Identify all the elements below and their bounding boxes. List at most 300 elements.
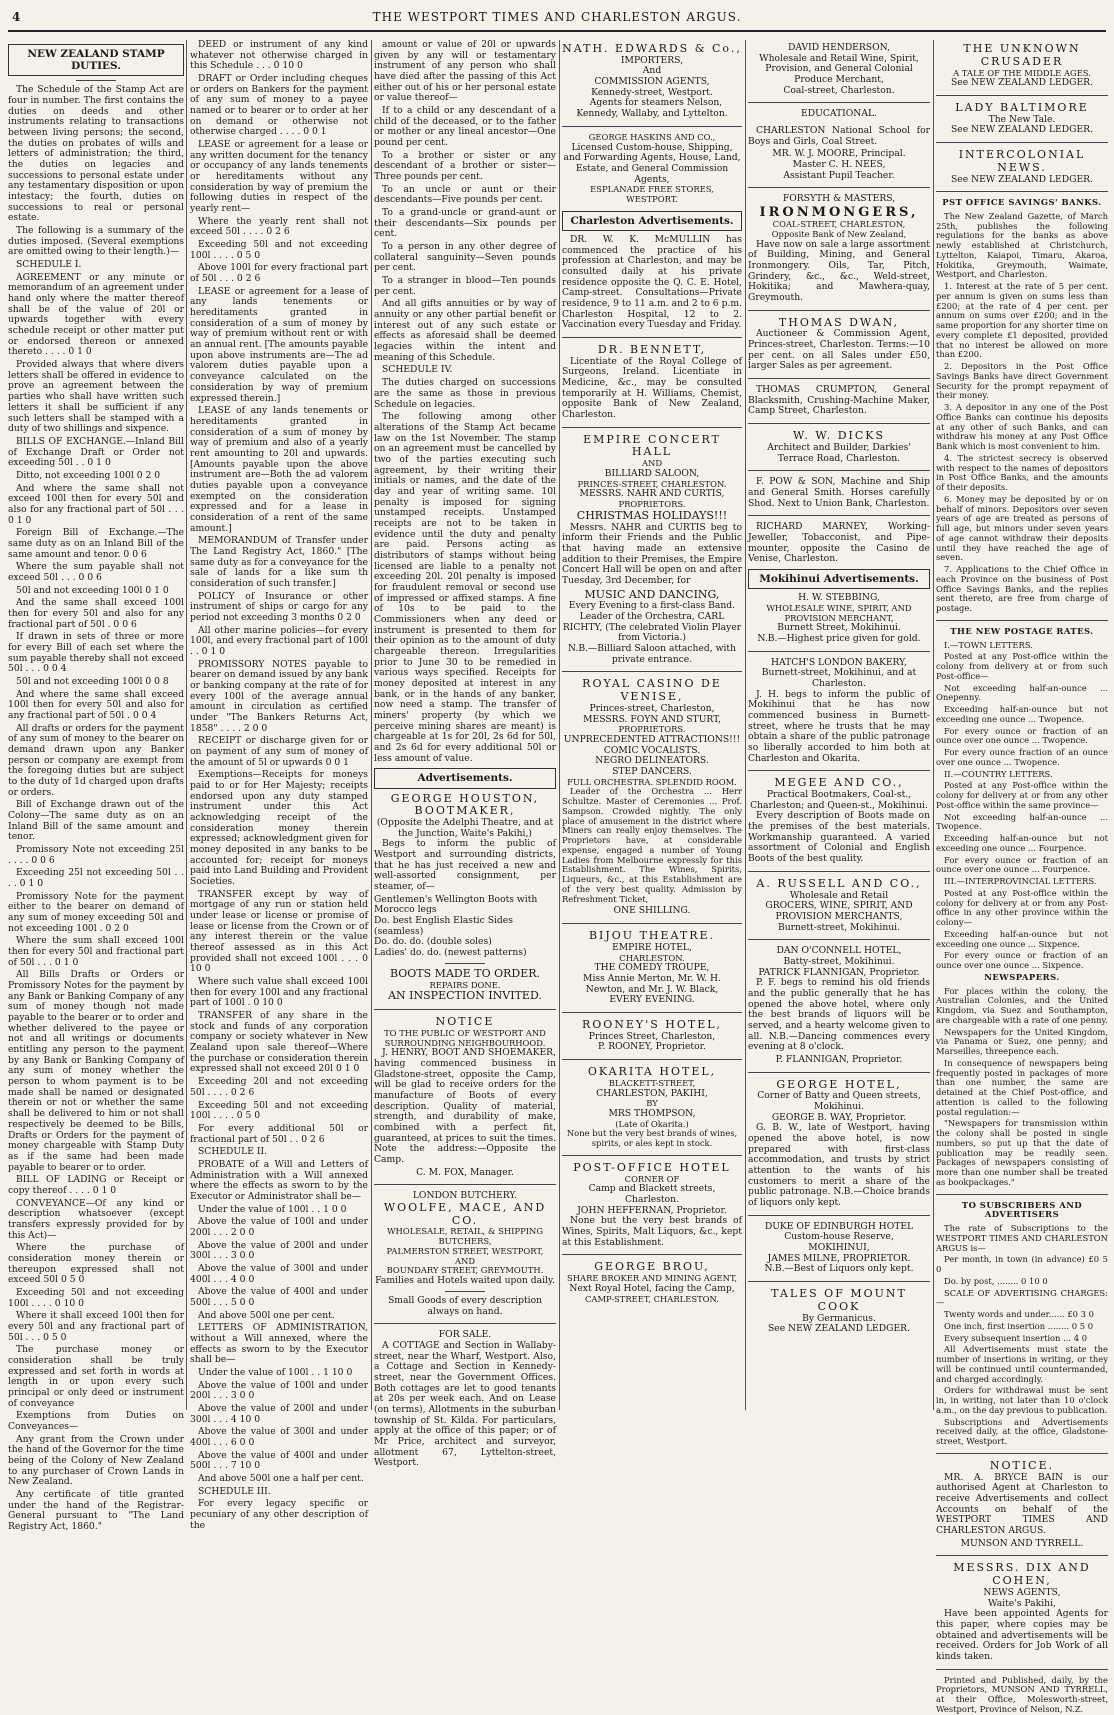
paragraph: 50l and not exceeding 100l 0 0 8 [16,675,169,687]
ad-oconnell-body: P. F. begs to remind his old friends and the public generally that he has opened the above hotel, where only the best brands of liquors will be served, and a hearty welcome given to all. N.B.—Dancing commences every evening at 8 o'clock. [748,977,930,1053]
ad-dix [936,1562,1108,1662]
ad-edinburgh-nb: N.B.—Best of Liquors only kept. [764,1263,914,1275]
ad-brou-name: GEORGE BROU, [594,1260,710,1274]
ad-edwards-l1: IMPORTERS, [620,54,684,66]
ad-hatch-addr: Burnett-street, Mokihinui, and at Charleston. [761,667,917,689]
ad-post-office-hotel [562,1162,742,1249]
ad-okarita-mrs: MRS THOMPSON, [608,1107,696,1119]
paragraph: Exceeding half-an-ounce but not exceeding one ounce ... Sixpence. [936,928,1108,949]
ad-tales-by: By Germanicus. [802,1312,876,1324]
ad-brou-next: Next Royal Hotel, facing the Camp, [569,1282,735,1294]
ad-houston-list: Gentlemen's Wellington Boots with Morocco legs Do. best English Elastic Sides (seamless) Do. do. do. (double soles) Ladies' do. do. (newest patterns) [374,893,538,959]
ad-notice-sign: C. M. FOX, Manager. [416,1166,514,1178]
ad-crumpton: THOMAS CRUMPTON, General Blacksmith, Crushing-Machine Maker, Camp Street, Charleston. [748,384,930,417]
ad-megee-body2: Every description of Boots made on the premises of the best materials. Workmanship guaranteed. A varied assortment of Colonial and English Boots of the best quality. [748,810,930,865]
paragraph: And above 500l one per cent. [198,1309,335,1321]
ad-empire-body: Messrs. NAHR and CURTIS beg to inform their Friends and the Public that having made an extensive addition to their Premises, the Empire Concert Hall will be open on and after Tuesday, 3rd December, for [562,521,742,586]
ad-russell-l2: GROCERS, WINE, SPIRIT, AND PROVISION MERCHANTS, [765,900,913,922]
ad-brou [562,1261,742,1304]
paragraph: Foreign Bill of Exchange.—The same duty as on an Inland Bill of the same amount and tenor. 0 0 6 [8,527,184,560]
ad-post-office-corner: CORNER OF [624,1173,680,1184]
subscribers-body [936,1224,1108,1447]
ad-okarita-late: (Late of Okarita.) [615,1118,689,1129]
paragraph: The rate of Subscriptions to the WESTPORT TIMES AND CHARLESTON ARGUS is— [936,1223,1108,1253]
paragraph: And where the same shall not exceed 100l then for every 50l and also for any fractional part of 50l . . . 0 1 0 [8,482,184,526]
ad-notice-body: J. HENRY, BOOT AND SHOEMAKER, having commenced business in Gladstone-street, opposite the Camp, will be glad to receive orders for the manufacture of Boots of every description. Quality of material, strength, and durability of make, combined with a perfect fit, guaranteed, at prices to suit the times. Note the address:—Opposite the Camp. [374,1047,556,1165]
paragraph: For every additional 50l or fractional part of 50l . . 0 2 6 [190,1122,368,1145]
newspapers-heading: NEWSPAPERS. [984,971,1060,982]
ad-mcmullin: DR. W. K. McMULLIN has commenced the practice of his profession at Charleston, and may be consulted daily at his private residence opposite the Q. C. E. Hotel, Camp-street. Consultations—Private residence, 9 to 11 a.m. and 2 to 6 p.m. Charleston Hospital, 12 to 2. Vaccination every Tuesday and Friday. [562,233,742,331]
paragraph: All Advertisements must state the number of insertions in writing, or they will be continued until countermanded, and charged accordingly. [936,1344,1108,1384]
ad-hatch-name: HATCH'S LONDON BAKERY, [771,656,907,668]
ad-empire-music: MUSIC AND DANCING, [584,587,720,601]
paragraph: Promissory Note for the payment either to the bearer on demand of any sum of money exceeding 50l and not exceeding 100l . 0 2 0 [8,890,184,934]
paragraph: Every subsequent insertion ... 4 0 [944,1332,1088,1343]
paragraph: SCHEDULE IV. [382,364,453,376]
paragraph: Under the value of 100l . . 1 10 0 [198,1366,353,1378]
paragraph: TRANSFER of any share in the stock and funds of any corporation company or society whatever in New Zealand upon sale thereof—Where the purchase or consideration therein expressed shall not exceed 20l 0 1 0 [190,1010,368,1075]
paragraph: And above 500l one a half per cent. [198,1473,364,1484]
ad-haskins-body: Licensed Custom-house, Shipping, and Forwarding Agents, House, Land, Estate, and General Commission Agents, [563,141,741,185]
ad-school-pupil: Assistant Pupil Teacher. [783,169,895,181]
ad-george-body: G. B. W., late of Westport, having opened the above hotel, is now prepared with first-class accommodation, and trusts by strict attention to the wants of his customers to merit a share of the public patronage. N.B.—Choice brands of liquors only kept. [748,1122,930,1209]
ad-post-office-name: POST-OFFICE HOTEL [573,1160,731,1174]
ad-hatch [748,658,930,765]
paragraph: To a grand-uncle or grand-aunt or their descendants—Six pounds per cent. [374,207,556,240]
ad-school-assist: Master C. H. NEES, [792,159,886,171]
ad-post-office-body: None but the very best brands of Wines, Spirits, Malt Liquors, &c., kept at this Establishment. [562,1215,742,1248]
ad-bijou-town: CHARLESTON. [619,952,685,963]
ad-brou-line: SHARE BROKER AND MINING AGENT, [567,1273,737,1284]
postage-heading: THE NEW POSTAGE RATES. [950,625,1094,636]
paragraph: DRAFT or Order including cheques or orders on Bankers for the payment of any sum of money to a payee named or to bearer or to order at her on demand or otherwise not otherwise charged . . . . 0 0 1 [190,73,368,138]
paragraph: To a stranger in blood—Ten pounds per cent. [374,275,556,297]
ad-notice-bain-title: NOTICE. [989,1458,1055,1472]
column-stamp-duties [8,40,184,1533]
paragraph: LETTERS OF ADMINISTRATION, without a Will annexed, where the effects as sworn to by the Executor shall be— [190,1322,368,1366]
ad-george-hotel [748,1079,930,1209]
ad-butchery-addr1: PALMERSTON STREET, WESTPORT, [386,1245,544,1256]
ad-rooney-prop: P. ROONEY, Proprietor. [598,1041,706,1053]
ad-oconnell-name: DAN O'CONNELL HOTEL, [776,945,902,957]
paragraph: 50l and not exceeding 100l 0 1 0 [16,584,169,596]
paragraph: The New Zealand Gazette, of March 25th, publishes the following regulations for the banks as above newly established at Christchurch, Lyttelton, Kaiapoi, Timaru, Akaroa, Hokitika, Greymouth, Waimate, Westport, and Charleston. [936,210,1108,280]
paragraph: I.—TOWN LETTERS. [944,639,1033,650]
paragraph: Any grant from the Crown under the hand of the Governor for the time being of the Colony of New Zealand to any purchaser of Crown Lands in New Zealand. [8,1433,184,1488]
ad-dix-l2: Waite's Pakihi, [988,1597,1056,1609]
paragraph: Exceeding half-an-ounce but not exceeding one ounce ... Twopence. [936,704,1108,724]
stamp-duties-heading: NEW ZEALAND STAMP DUTIES. [8,44,184,76]
paragraph: One inch, first insertion ........ 0 5 0 [944,1320,1094,1331]
paragraph: Above the value of 300l and under 400l . . . 6 0 0 [190,1426,368,1448]
educational-heading: EDUCATIONAL. [801,108,877,120]
ad-casino-price: ONE SHILLING. [613,905,691,917]
ad-haskins-stores: ESPLANADE FREE STORES, [590,184,714,195]
ad-empire-addr: PRINCES-STREET, CHARLESTON. [577,478,727,489]
ad-dwan-name: THOMAS DWAN, [778,315,900,329]
ad-russell [748,878,930,933]
ad-forsyth-iron: IRONMONGERS, [759,205,919,221]
ad-butchery-addr2: BOUNDARY STREET, GREYMOUTH. [386,1265,544,1276]
mokihinui-heading: Mokihinui Advertisements. [748,569,930,589]
ad-empire [562,434,742,666]
paragraph: And the same shall exceed 100l then for every 50l and also for any fractional part of 50l . 0 0 6 [8,597,184,630]
ad-forsyth-opp: Opposite Bank of New Zealand, [771,228,907,239]
ad-pow: F. POW & SON, Machine and Ship and General Smith. Horses carefully Shod. Next to Union Bank, Charleston. [748,476,930,509]
newspapers-body [936,987,1108,1188]
ad-houston-repairs: REPAIRS DONE. [429,979,501,990]
ad-edwards-name: NATH. EDWARDS & Co., [562,42,742,55]
ad-okarita-town: CHARLESTON, PAKIHI, [596,1087,708,1099]
ad-oconnell-addr: Batty-street, Mokihinui. [783,955,895,967]
paragraph: SCHEDULE II. [198,1146,268,1158]
ad-dix-name: MESSRS. DIX AND COHEN, [953,1561,1091,1588]
ad-empire-every: Every Evening to a first-class Band. [568,600,736,612]
ad-brou-addr: CAMP-STREET, CHARLESTON. [585,1293,719,1304]
paragraph: To a brother or sister or any descendant of a brother or sister—Three pounds per cent. [374,149,556,183]
ad-marney: RICHARD MARNEY, Working-Jeweller, Tobacconist, and Pipe-mounter, opposite the Casino de Venise, Charleston. [748,521,930,565]
paragraph: Exceeding 20l and not exceeding 50l . . . . 0 2 6 [190,1076,368,1098]
ad-forsyth [748,194,930,303]
ad-notice-to: TO THE PUBLIC OF WESTPORT AND SURROUNDING NEIGHBOURHOOD. [384,1027,546,1048]
ad-empire-xmas: CHRISTMAS HOLIDAYS!!! [576,508,728,522]
ad-bijou [562,930,742,1006]
paragraph: Under the value of 100l . . 1 0 0 [198,1203,347,1215]
ad-dicks-name: W. W. DICKS [792,429,886,443]
ad-dicks [748,430,930,464]
ad-bijou-company: THE COMEDY TROUPE, [594,962,710,974]
paragraph: Above the value of 400l and under 500l . . . 5 0 0 [190,1286,368,1308]
ad-edinburgh [748,1222,930,1275]
ad-dix-body: Have been appointed Agents for this paper, where copies may be obtained and advertisements will be received. Orders for Job Work of all kinds taken. [936,1608,1108,1662]
ad-george-name: GEORGE HOTEL, [776,1077,902,1091]
paragraph: And where the same shall exceed 100l then for every 50l and also for any fractional part of 50l . 0 0 4 [8,688,184,721]
paragraph: TRANSFER except by way of mortgage of any run or station held under lease or license or promise of lease or license from the Crown or of any interest therein or the value thereof assessed as in this Act provided shall not exceed 100l . . . 0 10 0 [190,888,368,975]
paragraph: Above the value of 300l and under 400l . . . 4 0 0 [190,1262,368,1285]
page-number: 4 [12,10,21,24]
ad-baltimore-sub: The New Tale. [988,113,1056,125]
paragraph: Not exceeding half-an-ounce ... Twopence. [936,811,1108,832]
savings-banks-body [936,212,1108,614]
ad-empire-sub: BILLIARD SALOON, [604,467,700,479]
ad-empire-and: AND [641,458,663,469]
paragraph: For every legacy specific or pecuniary of any other description of the [190,1498,368,1531]
ad-bijou-name: BIJOU THEATRE. [588,929,716,943]
ad-henderson-body: Wholesale and Retail Wine, Spirit, Provision, and General Colonial Produce Merchant, [759,52,919,86]
paragraph: LEASE or agreement for a lease of any lands tenements or hereditaments granted in consideration of a sum of money by way of premium without rent or with an annual rent. [The amounts payable upon above instruments are—The ad valorem duties payable upon a conveyance calculated on the consideration by way of premium expressed therein.] [190,285,368,404]
paragraph: 1. Interest at the rate of 5 per cent. per annum is given on sums less than £200; at the rate of 4 per cent. per annum on sums over £200; and in the same proportion for any shorter time on every complete £1 deposited, provided that no interest be allowed on more than £200. [936,281,1108,360]
ad-houston-body: Begs to inform the public of Westport and surrounding districts, that he has just received a new and well-assorted consignment, per steamer, of— [374,838,556,893]
paragraph: Posted at any Post-office within the colony for delivery at or from any other Post-office within the same province— [936,780,1108,810]
ad-dix-l1: NEWS AGENTS, [983,1586,1061,1598]
paragraph: Twenty words and under...... £0 3 0 [944,1309,1094,1320]
ad-forsyth-name: FORSYTH & MASTERS, [782,193,896,205]
paragraph: Above the value of 100l and under 200l . . . 2 0 0 [190,1216,368,1238]
paragraph: Exceeding 50l and not exceeding 100l . . . . 0 5 0 [190,1099,368,1122]
paragraph: AGREEMENT or any minute or memorandum of an agreement under hand only where the matter thereof shall be of the value of 20l or upwards together with every schedule receipt or other matter put or endorsed thereon or annexed thereto . . . . 0 1 0 [8,271,184,358]
ad-okarita-body: None but the very best brands of wines, spirits, or ales kept in stock. [566,1128,738,1149]
ad-empire-nb: N.B.—Billiard Saloon attached, with private entrance. [568,643,736,665]
ad-haskins-name: GEORGE HASKINS AND CO., [588,131,716,142]
ad-tales [748,1288,930,1335]
ad-george-addr: Corner of Batty and Queen streets, Mokihinui. [757,1090,921,1113]
ad-russell-name: A. RUSSELL AND CO., [756,876,922,890]
ad-bennett-name: DR. BENNETT, [597,342,707,356]
ad-school [748,126,930,181]
ad-notice-henry [374,1016,556,1178]
paragraph: Where the sum payable shall not exceed 50l . . . 0 0 6 [8,561,184,583]
ad-butchery-line: WHOLESALE, RETAIL, & SHIPPING BUTCHERS, [386,1226,544,1247]
ad-russell-addr: Burnett-street, Mokihinui. [777,921,901,933]
paragraph: III.—INTERPROVINCIAL LETTERS. [944,876,1097,887]
paragraph: LEASE or agreement for a lease or any written document for the tenancy or occupancy of any lands tenements or hereditaments without any consideration by way of premium the following duties in respect of the yearly rent— [190,139,368,215]
ad-crusader-name: THE UNKNOWN CRUSADER [963,42,1081,68]
ad-empire-name: EMPIRE CONCERT HALL [583,432,721,459]
ad-george-prop: GEORGE B. WAY, Proprietor. [771,1111,907,1123]
paragraph: Exemptions from Duties on Conveyances— [8,1410,184,1432]
paragraph: PROBATE of a Will and Letters of Administration with a Will annexed where the effects as sworn to by the Executor or Administrator shall be— [190,1158,368,1202]
ad-butchery-name: WOOLFE, MACE, AND CO. [383,1200,547,1227]
ad-houston-made: BOOTS MADE TO ORDER. [389,966,541,980]
ad-baltimore-name: LADY BALTIMORE [955,100,1089,114]
subscribers-heading: TO SUBSCRIBERS AND ADVERTISERS [961,1199,1083,1220]
ad-megee-body: Practical Bootmakers, Coal-st., Charleston; and Queen-st., Mokihinui. [750,789,928,811]
paragraph: Not exceeding half-an-ounce ... Onepenny. [936,682,1108,703]
ad-okarita-name: OKARITA HOTEL, [587,1065,717,1079]
ad-tales-see: See NEW ZEALAND LEDGER. [767,1323,911,1335]
paragraph: Subscriptions and Advertisements received daily, at the office, Gladstone-street, Westport. [936,1416,1108,1447]
paragraph: Ditto, not exceeding 100l 0 2 0 [16,469,161,481]
ad-baltimore [936,102,1108,136]
paragraph: Exceeding half-an-ounce but not exceeding one ounce ... Fourpence. [936,833,1108,853]
paragraph: 7. Applications to the Chief Office in each Province on the business of Post Office Savings Banks, and the replies sent thereto, are free from charge of postage. [936,564,1108,614]
paragraph: amount or value of 20l or upwards given by any will or testamentary instrument of any person who shall have died after the passing of this Act either out of his or her personal estate or value thereof— [374,39,556,104]
paragraph: LEASE of any lands tenements or hereditaments granted in consideration of a sum of money by way of premium and also of a yearly rent amounting to 20l and upwards. [Amounts payable upon the above instrument are—Both the ad valorem duties payable upon a conveyance exempted on the consideration expressed and for a lease in consideration of a rent of the same amount.] [190,405,368,534]
ad-casino-name: ROYAL CASINO DE VENISE, [582,677,722,704]
column-charleston-ads [562,40,742,1408]
ad-hatch-body: J. H. begs to inform the public of Mokihinui that he has now commenced business in Burnett-street, where he trusts that he may obtain a share of the public patronage so liberally accorded to him both at Charleston and Okarita. [748,688,930,764]
paragraph: For every ounce or fraction of an ounce over one ounce ... Fourpence. [936,854,1108,875]
ad-rooney-addr: Princes Street, Charleston, [588,1030,716,1042]
paragraph: Any certificate of title granted under the hand of the Registrar-General pursuant to "The Land Registry Act, 1860." [8,1489,184,1533]
ad-oconnell-prop: PATRICK FLANNIGAN, Proprietor. [758,966,920,978]
paragraph: PROMISSORY NOTES payable to bearer on demand issued by any bank or banking company at the rate of for every 100l of the average annual amount in circulation as certified under "The Bankers Returns Act, 1858" . . . . 2 0 0 [190,658,368,734]
paragraph: All Bills Drafts or Orders or Promissory Notes for the payment by any Bank or Banking Company of any sum of money though not made payable to the bearer or to order and whether delivered to the payee or not and all writings or documents entitling any person to the payment by any Bank or Banking Company of any sum of money whether the person to whom payment is to be made shall be named or designated therein or not or whether the same shall be delivered to him or not shall respectively be deemed to be Bills, Drafts or Orders for the payment of money chargeable with Stamp Duty as if the same had been made payable to bearer or to order. [8,969,184,1173]
ad-oconnell [748,946,930,1065]
masthead [8,8,1106,32]
ad-stebbing-addr: Burnett Street, Mokihinui. [777,622,901,634]
paragraph: Exceeding 50l and not exceeding 100l . . . . 0 10 0 [8,1286,184,1309]
ad-butchery-small: Small Goods of every description always on hand. [387,1294,543,1317]
ad-bennett [562,344,742,421]
paragraph: CONVEYANCE—Of any kind or description whatsoever (except transfers expressly provided for by this Act)— [8,1197,184,1241]
paragraph: The following among other alterations of the Stamp Act became law on the 1st November. The stamp on an agreement must be cancelled by two of the parties executing such agreement, by their writing their initials or names, and the date of the day and year of writing same. 10l penalty is imposed for signing unstamped receipts. Unstamped receipts are not to be taken in evidence until the duty and penalty are paid. Persons acting as distributors of stamps without being licensed are liable to a penalty not exceeding 20l. 20l penalty is imposed for fraudulent removal or second use of impressed or affixed stamps. A fine of 10s to be paid to the Commissioners when any deed or instrument is presented to them for their opinion as to the amount of duty chargeable thereon. Irregularities prior to June 30 to be remedied in various ways specified. Receipts for money deposited at interest in any bank, or in the hands of any banker, now need a stamp. The transfer of miners' property (by which we perceive mining shares are meant) is chargeable at 1s for 20l, 2s 6d for 50l, and 2s 6d for every additional 50l or less amount of value. [374,411,556,764]
paragraph: SCALE OF ADVERTISING CHARGES:— [936,1287,1108,1308]
paragraph: SCHEDULE III. [198,1485,271,1497]
ad-crusader-sub: A TALE OF THE MIDDLE AGES. [953,67,1091,78]
legacies-body [374,40,556,764]
paragraph: Do. by post, ........ 0 10 0 [944,1275,1048,1286]
paragraph: To a person in any other degree of collateral sanguinity—Seven pounds per cent. [374,241,556,274]
ad-notice-title: NOTICE [435,1015,495,1028]
paragraph: Where it shall exceed 100l then for every 50l and any fractional part of 50l . . . 0 5 0 [8,1310,184,1343]
paragraph: DEED or instrument of any kind whatever not otherwise charged in this Schedule . . . 0 10 0 [190,39,368,72]
ad-megee [748,777,930,864]
paragraph: II.—COUNTRY LETTERS. [944,768,1053,779]
ad-notice-bain [936,1460,1108,1549]
savings-banks-heading: PST OFFICE SAVINGS' BANKS. [942,197,1102,208]
ad-post-office-addr: Camp and Blackett streets, Charleston. [588,1183,716,1206]
charleston-heading: Charleston Advertisements. [562,211,742,231]
ad-houston [374,793,556,1003]
ad-casino-l1: UNPRECEDENTED ATTRACTIONS!!! [563,733,741,745]
column-notices [936,40,1108,1714]
ad-casino [562,678,742,917]
paragraph: For every ounce fraction of an ounce over one ounce ... Twopence. [936,747,1108,767]
paragraph: Exemptions—Receipts for moneys paid to or for Her Majesty; receipts endorsed upon any duty stamped instrument under this Act acknowledging receipt of the consideration money therein expressed; acknowledgment given for money deposited in any banks to be accounted for; receipt for moneys paid into Land Building and Provident Societies. [190,769,368,888]
ad-empire-props: MESSRS. NAHR AND CURTIS, [579,488,725,500]
paragraph: Where the yearly rent shall not exceed 50l . . . . 0 2 6 [190,215,368,238]
ad-casino-l2: COMIC VOCALISTS. [603,744,701,756]
ad-forsyth-addr: COAL-STREET, CHARLESTON, [772,219,906,230]
stamp-duties-continued [190,40,368,1531]
ad-casino-l3: NEGRO DELINEATORS. [595,755,709,767]
paragraph: RECEIPT or discharge given for or on payment of any sum of money of the amount of 5l or upwards 0 0 1 [190,735,368,768]
ad-stebbing [748,593,930,645]
ad-okarita-by: BY [646,1098,658,1109]
ad-empire-leader: Leader of the Orchestra, CARL RICHTY, (The celebrated Violin Player from Victoria.) [562,611,742,644]
ad-casino-l4: STEP DANCERS. [612,765,692,777]
ad-houston-address: (Opposite the Adelphi Theatre, and at the Junction, Waite's Pakihi,) [376,817,554,839]
newspaper-title: THE WESTPORT TIMES AND CHARLESTON ARGUS. [372,10,742,24]
paragraph: Above the value of 200l and under 300l . . . 4 10 0 [190,1402,368,1425]
ad-dwan [748,317,930,372]
ad-edinburgh-addr: Custom-house Reserve, [784,1231,894,1243]
ad-oconnell-sign: P. FLANNIGAN, Proprietor. [775,1053,903,1065]
ad-rooney-name: ROONEY'S HOTEL, [581,1017,723,1031]
paragraph: Exceeding 25l not exceeding 50l . . . . 0 1 0 [8,867,184,890]
paragraph: All other marine policies—for every 100l, and every fractional part of 100l . . 0 1 0 [190,624,368,657]
ad-stebbing-line: WHOLESALE WINE, SPIRIT, AND PROVISION MERCHANT, [766,602,912,623]
ad-intercolonial [936,149,1108,185]
ad-okarita [562,1066,742,1149]
paragraph: The duties charged on successions are the same as those in previous Schedule on legacies. [374,377,556,410]
column-stamp-duties-cont [190,39,368,1531]
ad-school-master: MR. W. J. MOORE, Principal. [772,148,906,160]
paragraph: Posted at any Post-office within the colony from delivery at or from such Post-office— [936,651,1108,681]
paragraph: For places within the colony, the Australian Colonies, and the United Kingdom, via Suez and Southampton, are chargeable with a rate of one penny. [936,985,1108,1025]
ad-henderson [748,43,930,96]
paragraph: SCHEDULE I. [16,259,82,271]
ad-stebbing-nb: N.B.—Highest price given for gold. [757,632,921,644]
ad-casino-addr: Princes-street, Charleston, [589,702,715,714]
ad-dicks-body: Architect and Builder, Darkies' Terrace Road, Charleston. [767,441,911,464]
ad-butchery-and: AND [454,1255,476,1266]
ad-okarita-addr: BLACKETT-STREET, [608,1077,696,1088]
paragraph: Promissory Note not exceeding 25l . . . . 0 0 6 [8,844,184,866]
paragraph: And all gifts annuities or by way of annuity or any other partial benefit or interest out of any such estate or effects as aforesaid shall be deemed legacies within the intent and meaning of this Schedule. [374,298,556,363]
paragraph: Above the value of 400l and under 500l . . . 7 10 0 [190,1449,368,1472]
ad-tales-name: TALES OF MOUNT COOK [771,1287,907,1313]
ad-empire-propl: PROPRIETORS. [618,499,686,510]
ad-casino-l5: FULL ORCHESTRA. SPLENDID ROOM. [567,776,737,787]
ad-butchery-title: LONDON BUTCHERY. [412,1190,518,1202]
paragraph: 6. Money may be deposited by or on behalf of minors. Depositors over seven years of age are treated as persons of full age, but minors under seven years of age cannot withdraw their deposits until they have reached the age of seven. [936,493,1108,563]
ad-dwan-body: Auctioneer & Commission Agent, Princes-street, Charleston. Terms:—10 per cent. on all Sales under £50, larger Sales as per agreement. [748,328,930,372]
ad-crusader-see: See NEW ZEALAND LEDGER. [950,77,1094,89]
paragraph: Exceeding 50l and not exceeding 100l . . . . 0 5 0 [190,239,368,261]
paragraph: MEMORANDUM of Transfer under The Land Registry Act, 1860." [The same duty as for a conveyance for the sale of lands for a like sum th consideration of such transfer.] [190,535,368,589]
ad-for-sale-title: FOR SALE. [438,1329,492,1341]
ad-crusader [936,43,1108,89]
ad-haskins [562,133,742,205]
ad-bennett-body: Licentiate of the Royal College of Surgeons, Ireland. Licentiate in Medicine, &c., may be consulted temporarily at H. Williams, Chemist, opposite Bank of New Zealand, Charleston. [562,355,742,421]
imprint: Printed and Published, daily, by the Proprietors, MUNSON AND TYRRELL, at their Office, Molesworth-street, Westport, Province of Nelson, N.Z. [936,1674,1108,1714]
ad-baltimore-see: See NEW ZEALAND LEDGER. [950,124,1094,136]
ad-stebbing-name: H. W. STEBBING, [798,592,880,604]
ad-russell-l1: Wholesale and Retail [789,889,889,901]
ad-bijou-hotel: EMPIRE HOTEL, [612,941,692,953]
paragraph: Per month, in town (in advance) £0 5 0 [936,1254,1108,1275]
ad-houston-invite: AN INSPECTION INVITED. [388,989,542,1003]
paragraph: Posted at any Post-office within the colony for delivery at or from any Post-office in any other province within the colony— [936,887,1108,928]
ad-edinburgh-prop: JAMES MILNE, PROPRIETOR. [767,1252,911,1264]
ad-edinburgh-name: DUKE OF EDINBURGH HOTEL [764,1220,914,1232]
paragraph: Where such value shall exceed 100l then for every 100l and any fractional part of 100l . 0 10 0 [190,976,368,1009]
paragraph: Bill of Exchange drawn out of the Colony—The same duty as on an Inland Bill of the same amount and tenor. [8,799,184,843]
paragraph: If to a child or any descendant of a child of the deceased, or to the father or mother or any lineal ancestor—One pound per cent. [374,105,556,149]
advertisements-heading: Advertisements. [374,768,556,788]
paragraph: Where the purchase of consideration money therein or thereupon expressed shall not exceed 50l 0 5 0 [8,1242,184,1286]
ad-edwards-l3: COMMISSION AGENTS, [594,76,710,88]
paragraph: To an uncle or aunt or their descendants—Five pounds per cent. [374,183,556,206]
paragraph: If drawn in sets of three or more for every Bill of each set where the sum payable thereby shall not exceed 50l . . . 0 0 4 [8,631,184,675]
ad-edinburgh-town: MOKIHINUI, [808,1242,870,1254]
postage-body [936,641,1108,971]
ad-bijou-cast: Miss Annie Merton, Mr. W. H. Newton, and Mr. J. W. Black, [583,972,721,995]
ad-butchery [374,1191,556,1317]
ad-butchery-families: Families and Hotels waited upon daily. [375,1275,555,1287]
ad-intercolonial-see: See NEW ZEALAND LEDGER. [950,173,1094,185]
paragraph: The Schedule of the Stamp Act are four in number. The first contains the duties on deeds and other instruments relating to transactions between living persons; the second, the duties on probates of wills and letters of administration; the third, the duties on legacies and successions to personal estate under any testamentary disposition or upon intestacy; the fourth, duties on successions to real or personal estate. [8,84,184,224]
ad-notice-bain-sign: MUNSON AND TYRRELL. [960,1537,1084,1549]
paragraph: All drafts or orders for the payment of any sum of money to the bearer on demand drawn upon any Banker person or company are exempt from the foregoing duties but are subject to the duty of 1d charged upon drafts or orders. [8,722,184,798]
paragraph: The following is a summary of the duties imposed. (Several exemptions are omitted owing to their length.)— [8,225,184,258]
ad-edwards-l4: Kennedy-street, Westport. [591,86,713,98]
paragraph: BILL OF LADING or Receipt or copy thereof . . . . 0 1 0 [8,1174,184,1196]
ad-edwards [562,43,742,120]
ad-for-sale [374,1330,556,1469]
ad-megee-name: MEGEE AND CO., [774,776,904,790]
paragraph: In consequence of newspapers being frequently posted in packages of more than one number, the same are detained at the Chief Post-office, and attention is called to the following postal regulation:— [936,1057,1108,1117]
ad-bijou-every: EVERY EVENING. [609,994,695,1006]
ad-rooney [562,1019,742,1053]
ad-houston-name: GEORGE HOUSTON, BOOTMAKER, [390,791,540,818]
paragraph: Provided always that where divers letters shall be offered in evidence to prove an agreement between the parties who shall have written such letters it shall be sufficient if any such letters shall be stamped with a duty of two shillings and sixpence. [8,359,184,435]
paragraph: For every ounce or fraction of an ounce over one ounce ... Sixpence. [936,950,1108,971]
ad-post-office-prop: JOHN HEFFERNAN, Proprietor. [577,1204,727,1216]
ad-henderson-addr: Coal-street, Charleston. [783,84,895,96]
paragraph: POLICY of Insurance or other instrument of ships or cargo for any period not exceeding 3 months 0 2 0 [190,590,368,623]
paragraph: The purchase money or consideration shall be truly expressed and set forth in words at length in or upon every such principal or only deed or instrument of conveyance [8,1344,184,1409]
paragraph: Where the sum shall exceed 100l then for every 50l and fractional part of 50l . . . 0 1 0 [8,935,184,968]
paragraph: Above the value of 200l and under 300l . . . 3 0 0 [190,1239,368,1262]
ad-intercolonial-name: INTERCOLONIAL NEWS. [958,148,1086,174]
paragraph: Newspapers for the United Kingdom, via Panama or Suez, one penny; and Marseilles, threepence each. [936,1026,1108,1057]
ad-forsyth-body: Have now on sale a large assortment of Building, Mining, and General Ironmongery. Oils, Tar, Pitch, Grindery, &c., &c., Weld-street, Hokitika; and Mawhera-quay, Greymouth. [748,238,930,303]
paragraph: 4. The strictest secrecy is observed with respect to the names of depositors in Post Office Banks, and the amounts of their deposits. [936,452,1108,493]
paragraph: Above the value of 100l and under 200l . . . 3 0 0 [190,1379,368,1402]
